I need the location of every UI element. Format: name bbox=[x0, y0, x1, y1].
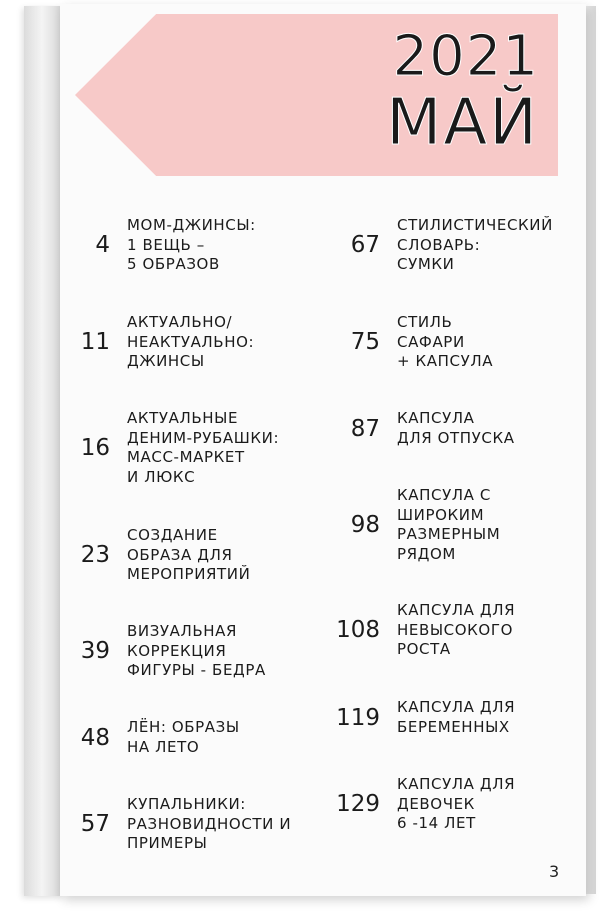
toc-title: КУПАЛЬНИКИ: РАЗНОВИДНОСТИ И ПРИМЕРЫ bbox=[127, 795, 292, 852]
issue-year: 2021 bbox=[392, 24, 539, 89]
toc-page-number: 4 bbox=[95, 232, 110, 259]
toc-page-number: 23 bbox=[80, 542, 110, 569]
toc-entry[interactable] bbox=[316, 486, 500, 564]
toc-title: КАПСУЛА ДЛЯ БЕРЕМЕННЫХ bbox=[397, 698, 516, 736]
toc-page-number: 119 bbox=[336, 704, 380, 731]
toc-entry[interactable] bbox=[60, 622, 266, 681]
toc-title: СТИЛИСТИЧЕСКИЙ СЛОВАРЬ: СУМКИ bbox=[397, 216, 553, 273]
page-number: 3 bbox=[549, 862, 560, 881]
toc-page-number: 11 bbox=[80, 329, 110, 356]
toc-page-number: 39 bbox=[80, 638, 110, 665]
toc-entry[interactable] bbox=[316, 313, 493, 372]
toc-entry[interactable] bbox=[60, 313, 254, 372]
toc-title: КАПСУЛА ДЛЯ НЕВЫСОКОГО РОСТА bbox=[397, 601, 516, 658]
toc-entry[interactable] bbox=[60, 795, 291, 854]
toc-entry[interactable] bbox=[316, 601, 515, 660]
toc-page-number: 75 bbox=[350, 329, 380, 356]
toc-page-number: 16 bbox=[80, 435, 110, 461]
toc-title: КАПСУЛА ДЛЯ ДЕВОЧЕК 6 -14 ЛЕТ bbox=[397, 775, 516, 832]
toc-title: ВИЗУАЛЬНАЯ КОРРЕКЦИЯ ФИГУРЫ - БЕДРА bbox=[127, 622, 266, 679]
toc-title: ЛЁН: ОБРАЗЫ НА ЛЕТО bbox=[127, 718, 240, 756]
page-edge bbox=[586, 6, 596, 894]
toc-entry[interactable] bbox=[60, 409, 279, 487]
issue-month: МАЙ bbox=[386, 86, 539, 160]
toc-page-number: 108 bbox=[336, 617, 380, 644]
toc-title: АКТУАЛЬНЫЕ ДЕНИМ-РУБАШКИ: МАСС-МАРКЕТ И ЛЮКС bbox=[127, 409, 280, 486]
toc-entry[interactable] bbox=[60, 216, 256, 275]
toc-page-number: 129 bbox=[336, 791, 380, 818]
toc-entry[interactable] bbox=[316, 409, 515, 448]
toc-title: СОЗДАНИЕ ОБРАЗА ДЛЯ МЕРОПРИЯТИЙ bbox=[127, 526, 251, 583]
toc-title: КАПСУЛА ДЛЯ ОТПУСКА bbox=[397, 409, 515, 447]
toc-page-number: 98 bbox=[350, 512, 380, 538]
toc-page-number: 48 bbox=[80, 724, 110, 751]
toc-title: МОМ-ДЖИНСЫ: 1 ВЕЩЬ – 5 ОБРАЗОВ bbox=[127, 216, 256, 273]
toc-page-number: 57 bbox=[80, 811, 110, 838]
toc-page-number: 67 bbox=[350, 232, 380, 259]
toc-entry[interactable] bbox=[316, 775, 515, 834]
toc-entry[interactable] bbox=[60, 718, 240, 757]
toc-page-number: 87 bbox=[350, 415, 380, 442]
toc-entry[interactable] bbox=[316, 698, 515, 737]
toc-title: АКТУАЛЬНО/ НЕАКТУАЛЬНО: ДЖИНСЫ bbox=[127, 313, 255, 370]
toc-title: КАПСУЛА С ШИРОКИМ РАЗМЕРНЫМ РЯДОМ bbox=[397, 486, 501, 563]
toc-entry[interactable] bbox=[316, 216, 553, 275]
toc-entry[interactable] bbox=[60, 526, 250, 585]
book-spine bbox=[24, 6, 64, 896]
toc-title: СТИЛЬ САФАРИ + КАПСУЛА bbox=[397, 313, 494, 370]
